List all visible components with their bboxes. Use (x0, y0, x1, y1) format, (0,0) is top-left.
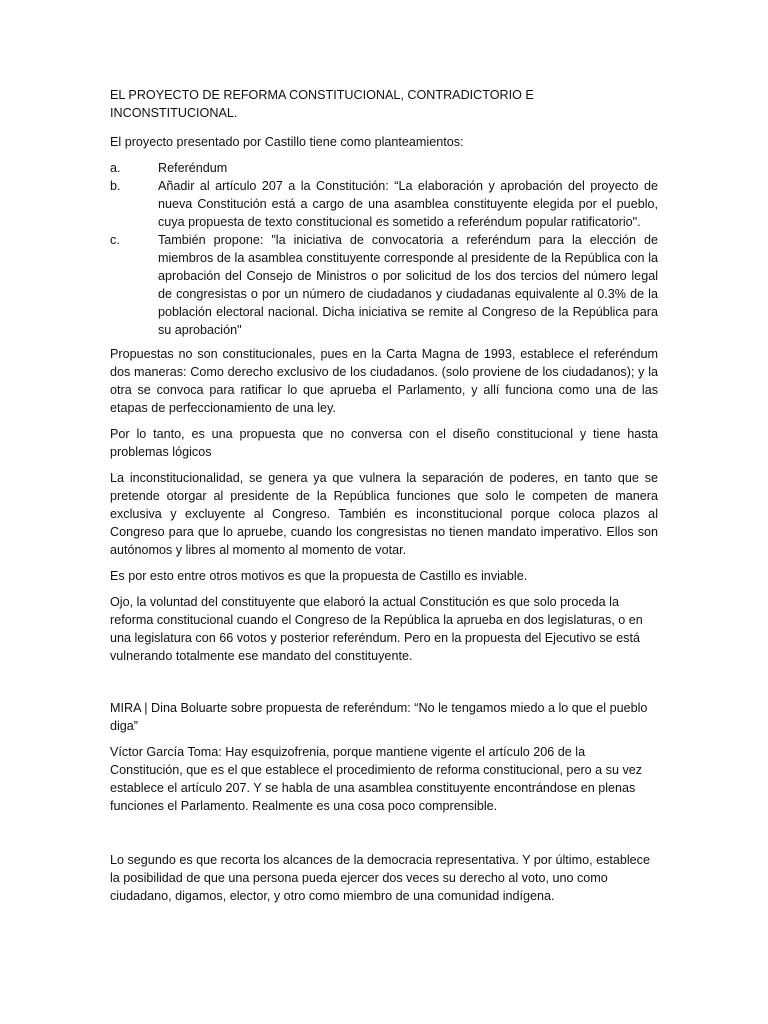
proposal-list (110, 159, 658, 339)
list-item (110, 177, 658, 231)
mira-headline: MIRA | Dina Boluarte sobre propuesta de referéndum: “No le tengamos miedo a lo que el pueblo diga” (110, 701, 648, 733)
document-title: EL PROYECTO DE REFORMA CONSTITUCIONAL, CONTRADICTORIO E INCONSTITUCIONAL. (110, 88, 534, 120)
paragraph: La inconstitucionalidad, se genera ya que vulnera la separación de poderes, en tanto que se pretende otorgar al presidente de la República funciones que solo le competen de manera exclusiva y excluyente al Congreso. También es inconstitucional porque coloca plazos al Congreso para que lo apruebe, cuando los congresistas no tienen mandato imperativo. Ellos son autónomos y libres al momento al momento de votar. (110, 471, 658, 557)
list-item (110, 159, 658, 177)
spacer (110, 823, 658, 851)
list-item-text: Añadir al artículo 207 a la Constitución: “La elaboración y aprobación del proyecto de nueva Constitución está a cargo de una asamblea constituyente elegida por el pueblo, cuya propuesta de texto constitucional es sometido a referéndum popular ratificatorio". (158, 179, 658, 229)
list-marker: b. (110, 179, 121, 193)
list-marker: c. (110, 233, 120, 247)
list-item-text: También propone: "la iniciativa de convocatoria a referéndum para la elección de miembros de la asamblea constituyente corresponde al presidente de la República con la aprobación del Consejo de Ministros o por solicitud de los dos tercios del número legal de congresistas o por un número de ciudadanos y ciudadanas equivalente al 0.3% de la población electoral nacional. Dicha iniciativa se remite al Congreso de la República para su aprobación" (158, 233, 658, 337)
paragraph: Ojo, la voluntad del constituyente que elaboró la actual Constitución es que solo proceda la reforma constitucional cuando el Congreso de la República la aprueba en dos legislaturas, o en una legislatura con 66 votos y posterior referéndum. Pero en la propuesta del Ejecutivo se está vulnerando totalmente ese mandato del constituyente. (110, 595, 643, 663)
list-item-text: Referéndum (158, 161, 228, 175)
list-marker: a. (110, 161, 121, 175)
intro-paragraph: El proyecto presentado por Castillo tiene como planteamientos: (110, 135, 464, 149)
quote-paragraph: Víctor García Toma: Hay esquizofrenia, porque mantiene vigente el artículo 206 de la Constitución, que es el que establece el procedimiento de reforma constitucional, pero a su vez establece el artículo 207. Y se habla de una asamblea constituyente encontrándose en plenas funciones el Parlamento. Realmente es una cosa poco comprensible. (110, 745, 643, 813)
list-item (110, 231, 658, 339)
document-page (110, 86, 658, 913)
spacer (110, 673, 658, 699)
paragraph: Por lo tanto, es una propuesta que no conversa con el diseño constitucional y tiene hasta problemas lógicos (110, 427, 658, 459)
closing-paragraph: Lo segundo es que recorta los alcances de la democracia representativa. Y por último, establece la posibilidad de que una persona pueda ejercer dos veces su derecho al voto, uno como ciudadano, digamos, elector, y otro como miembro de una comunidad indígena. (110, 853, 650, 903)
paragraph: Es por esto entre otros motivos es que la propuesta de Castillo es inviable. (110, 569, 528, 583)
paragraph: Propuestas no son constitucionales, pues en la Carta Magna de 1993, establece el referéndum dos maneras: Como derecho exclusivo de los ciudadanos. (solo proviene de los ciudadanos); y la otra se convoca para ratificar lo que aprueba el Parlamento, y allí funciona como una de las etapas de perfeccionamiento de una ley. (110, 347, 658, 415)
